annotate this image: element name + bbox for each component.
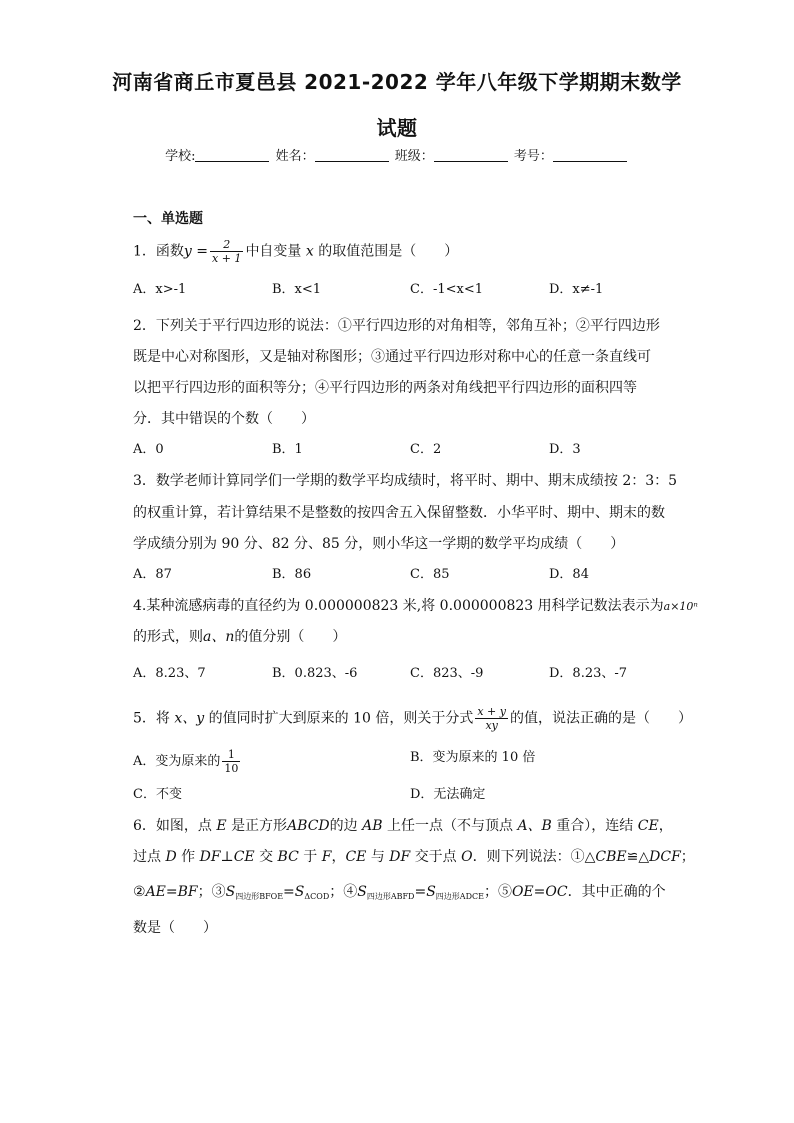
question-2-stem-line-3: 以把平行四边形的面积等分；④平行四边形的两条对角线把平行四边形的面积四等: [133, 380, 637, 396]
school-label: 学校:: [165, 149, 196, 164]
question-4-option-b: B．0.823、-6: [272, 666, 358, 681]
fraction: $\frac{1}{10}$: [224, 748, 239, 775]
class-label: 班级：: [394, 149, 434, 164]
question-6-stem-line-1: 6．如图，点 E 是正方形ABCD的边 AB 上任一点（不与顶点 A、B 重合），连结 CE，: [133, 818, 673, 834]
question-3-stem-line-2: 的权重计算，若计算结果不是整数的按四舍五入保留整数．小华平时、期中、期末的数: [133, 505, 665, 521]
name-blank[interactable]: [315, 148, 389, 162]
class-blank[interactable]: [434, 148, 508, 162]
student-info-row: [0, 145, 794, 164]
question-2-stem-line-4: 分．其中错误的个数（ ）: [133, 411, 315, 427]
question-4-option-c: C．823、-9: [410, 666, 484, 681]
question-5-option-c: C．不变: [133, 787, 182, 802]
question-2-option-d: D．3: [549, 442, 581, 457]
question-3-option-d: D．84: [549, 567, 589, 582]
question-1-option-a: A．x>-1: [133, 282, 187, 297]
question-5-option-a: A．变为原来的 $\frac{1}{10}$: [133, 748, 239, 775]
question-2-option-c: C．2: [410, 442, 442, 457]
question-5-stem: 5．将 x、y 的值同时扩大到原来的 10 倍，则关于分式 $\frac{x + y}{xy}$ 的值，说法正确的是（ ）: [133, 705, 692, 732]
exam-number-label: 考号：: [513, 149, 553, 164]
fraction: $\frac{x + y}{xy}$: [477, 705, 506, 732]
question-4-stem-line-1: 4.某种流感病毒的直径约为 0.000000823 米,将 0.000000823 用科学记数法表示为a×10ⁿ: [133, 598, 698, 614]
name-label: 姓名：: [275, 149, 315, 164]
section-heading: 一、单选题: [133, 211, 203, 227]
question-1-stem: 1．函数y = $\frac{2}{x + 1}$ 中自变量 x 的取值范围是（ ）: [133, 238, 459, 265]
question-1-option-b: B．x<1: [272, 282, 322, 297]
question-5-option-b: B．变为原来的 10 倍: [410, 750, 536, 765]
question-3-option-b: B．86: [272, 567, 312, 582]
exam-number-blank[interactable]: [553, 148, 627, 162]
question-6-stem-line-2: 过点 D 作 DF⊥CE 交 BC 于 F，CE 与 DF 交于点 O．则下列说法：①△CBE≌△DCF；: [133, 849, 695, 865]
question-5-option-d: D．无法确定: [410, 787, 486, 802]
question-6-stem-line-4: 数是（ ）: [133, 920, 217, 936]
question-2-stem-line-2: 既是中心对称图形，又是轴对称图形；③通过平行四边形对称中心的任意一条直线可: [133, 349, 651, 365]
question-3-stem-line-3: 学成绩分别为 90 分、82 分、85 分，则小华这一学期的数学平均成绩（ ）: [133, 536, 625, 552]
exam-title: 河南省商丘市夏邑县 2021-2022 学年八年级下学期期末数学: [112, 70, 682, 94]
school-blank[interactable]: [195, 148, 269, 162]
question-1-option-c: C．-1<x<1: [410, 282, 483, 297]
question-2-option-b: B．1: [272, 442, 303, 457]
question-1-option-d: D．x≠-1: [549, 282, 604, 297]
exam-title-continued: 试题: [376, 116, 418, 140]
question-3-stem-line-1: 3．数学老师计算同学们一学期的数学平均成绩时，将平时、期中、期末成绩按 2：3：5: [133, 473, 678, 489]
question-2-option-a: A．0: [133, 442, 164, 457]
question-2-stem-line-1: 2．下列关于平行四边形的说法：①平行四边形的对角相等，邻角互补；②平行四边形: [133, 318, 660, 334]
fraction: $\frac{2}{x + 1}$: [212, 238, 242, 265]
question-6-stem-line-3: ②AE=BF；$③S_{四边形BFOE}=S_{\Delta COD}$；$④S_{四边形ABFD}=S_{四边形ADCE}$；⑤OE=OC．其中正确的个: [133, 884, 666, 901]
question-4-option-d: D．8.23、-7: [549, 666, 628, 681]
question-4-stem-line-2: 的形式，则a、n的值分别（ ）: [133, 629, 347, 645]
question-3-option-a: A．87: [133, 567, 172, 582]
question-3-option-c: C．85: [410, 567, 450, 582]
question-4-option-a: A．8.23、7: [133, 666, 206, 681]
